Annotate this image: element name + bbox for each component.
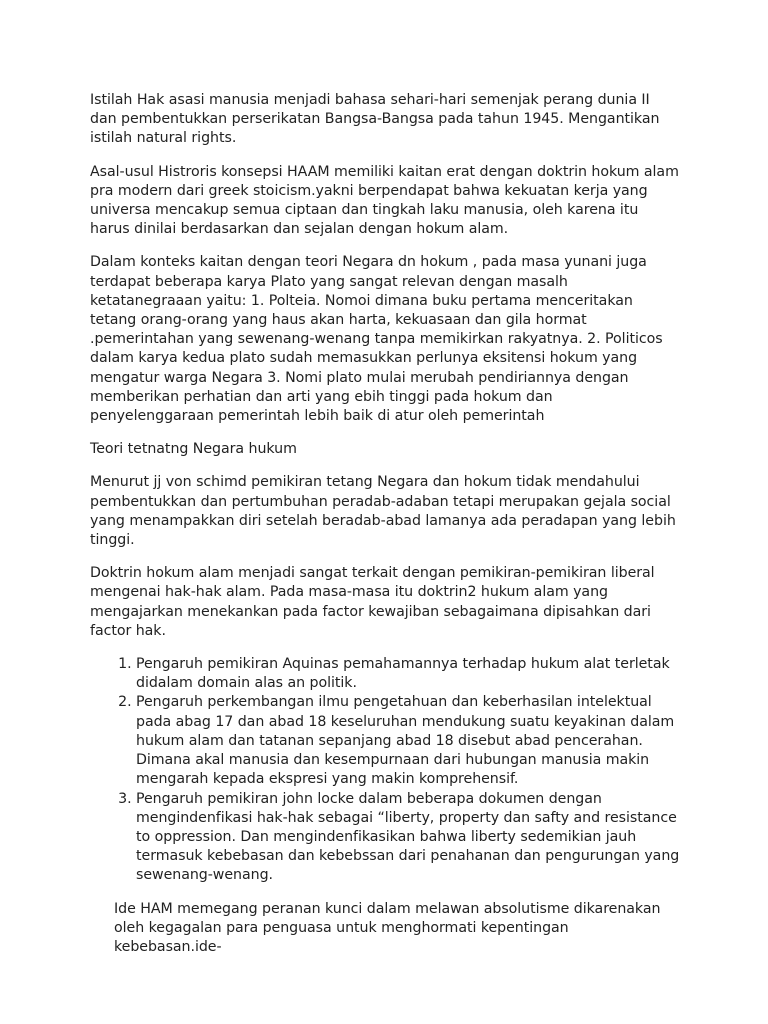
paragraph-origin: Asal-usul Histroris konsepsi HAAM memiliki kaitan erat dengan doktrin hokum alam pra modern dari greek stoicism.yakni berpendapat bahwa kekuatan kerja yang universa mencakup semua ciptaan dan tingkah laku manusia, oleh karena itu harus dinilai berdasarkan dan sejalan dengan hokum alam. xyxy=(90,163,679,238)
list-item: 2. Pengaruh perkembangan ilmu pengetahuan dan keberhasilan intelektual pada abag 17 dan abad 18 keseluruhan mendukung suatu keyakinan dalam hukum alam dan tatanan sepanjang abad 18 disebut abad pencerahan. Dimana akal manusia dan kesempurnaan dari hubungan manusia makin mengarah kepada ekspresi yang makin komprehensif. xyxy=(136,693,680,789)
list-item: 3. Pengaruh pemikiran john locke dalam beberapa dokumen dengan mengindenfikasi hak-hak sebagai “liberty, property dan safty and resistance to oppression. Dan mengindenfikasikan bahwa liberty sedemikian jauh termasuk kebebasan dan kebebssan dari penahanan dan pengurungan yang sewenang-wenang. xyxy=(136,790,680,886)
paragraph-plato: Dalam konteks kaitan dengan teori Negara dn hokum , pada masa yunani juga terdapat beberapa karya Plato yang sangat relevan dengan masalh ketatanegraaan yaitu: 1. Polteia. Nomoi dimana buku pertama menceritakan tetang orang-orang yang haus akan harta, kekuasaan dan gila hormat .pemerintahan yang sewenang-wenang tanpa memikirkan rakyatnya. 2. Politicos dalam karya kedua plato sudah memasukkan perlunya eksitensi hokum yang mengatur warga Negara 3. Nomi plato mulai merubah pendiriannya dengan memberikan perhatian dan arti yang ebih tinggi pada hokum dan penyelenggaraan pemerintah lebih baik di atur oleh pemerintah xyxy=(90,254,663,425)
section-heading: Teori tetnatng Negara hukum xyxy=(90,441,297,458)
document-body xyxy=(90,91,680,971)
paragraph-intro: Istilah Hak asasi manusia menjadi bahasa sehari-hari semenjak perang dunia II dan pembentukkan perserikatan Bangsa-Bangsa pada tahun 1945. Mengantikan istilah natural rights. xyxy=(90,92,660,147)
paragraph-schimd: Menurut jj von schimd pemikiran tetang Negara dan hokum tidak mendahului pembentukkan dan pertumbuhan peradab-adaban tetapi merupakan gejala social yang menampakkan diri setelah beradab-abad lamanya ada peradapan yang lebih tinggi. xyxy=(90,474,676,549)
paragraph-doctrine: Doktrin hokum alam menjadi sangat terkait dengan pemikiran-pemikiran liberal mengenai hak-hak alam. Pada masa-masa itu doktrin2 hukum alam yang mengajarkan menekankan pada factor kewajiban sebagaimana dipisahkan dari factor hak. xyxy=(90,565,655,639)
paragraph-closing: Ide HAM memegang peranan kunci dalam melawan absolutisme dikarenakan oleh kegagalan para penguasa untuk menghormati kepentingan kebebasan.ide- xyxy=(114,900,661,955)
numbered-list xyxy=(90,655,680,885)
list-item: 1. Pengaruh pemikiran Aquinas pemahamannya terhadap hukum alat terletak didalam domain alas an politik. xyxy=(136,655,680,693)
